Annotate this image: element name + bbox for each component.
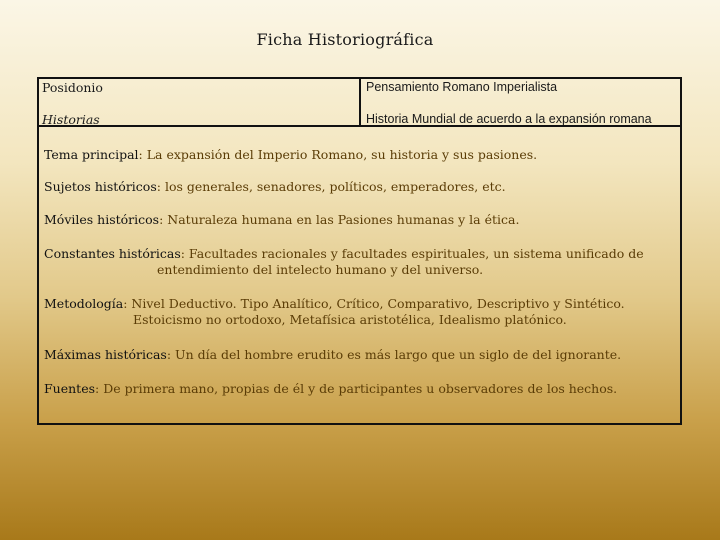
entry-label: Fuentes xyxy=(44,381,96,396)
entry-text: : Nivel Deductivo. Tipo Analítico, Crítico, Comparativo, Descriptivo y Sintético. xyxy=(123,296,625,311)
entry-constantes-historicas xyxy=(44,246,680,278)
thought-cell: Pensamiento Romano Imperialista xyxy=(366,80,558,94)
entry-text: : Naturaleza humana en las Pasiones humanas y la ética. xyxy=(159,212,520,227)
column-divider xyxy=(359,79,361,125)
entry-sujetos-historicos xyxy=(44,179,680,195)
entry-label: Sujetos históricos xyxy=(44,179,157,194)
entry-label: Móviles históricos xyxy=(44,212,160,227)
header-table xyxy=(37,77,682,127)
entry-label: Metodología xyxy=(44,296,124,311)
entry-label: Tema principal xyxy=(44,147,139,162)
entry-moviles-historicos xyxy=(44,212,680,228)
entry-maximas-historicas xyxy=(44,347,680,363)
entry-tema-principal xyxy=(44,147,680,163)
entry-label: Máximas históricas xyxy=(44,347,167,362)
page-title: Ficha Historiográfica xyxy=(256,30,434,49)
history-type-cell: Historia Mundial de acuerdo a la expansión romana xyxy=(366,112,652,126)
entry-fuentes xyxy=(44,381,680,397)
entry-continuation: entendimiento del intelecto humano y del universo. xyxy=(157,262,484,277)
content-box xyxy=(37,125,682,425)
entry-label: Constantes históricas xyxy=(44,246,181,261)
entry-text: : La expansión del Imperio Romano, su historia y sus pasiones. xyxy=(138,147,538,162)
entry-text: : Un día del hombre erudito es más largo que un siglo de del ignorante. xyxy=(166,347,622,362)
entry-metodologia xyxy=(44,296,680,328)
entry-text: : los generales, senadores, políticos, emperadores, etc. xyxy=(156,179,506,194)
entry-continuation: Estoicismo no ortodoxo, Metafísica aristotélica, Idealismo platónico. xyxy=(133,312,567,327)
author-cell: Posidonio xyxy=(42,80,103,95)
entry-text: : De primera mano, propias de él y de participantes u observadores de los hechos. xyxy=(95,381,618,396)
work-cell: Historias xyxy=(42,112,100,127)
entry-text: : Facultades racionales y facultades espirituales, un sistema unificado de xyxy=(180,246,644,261)
